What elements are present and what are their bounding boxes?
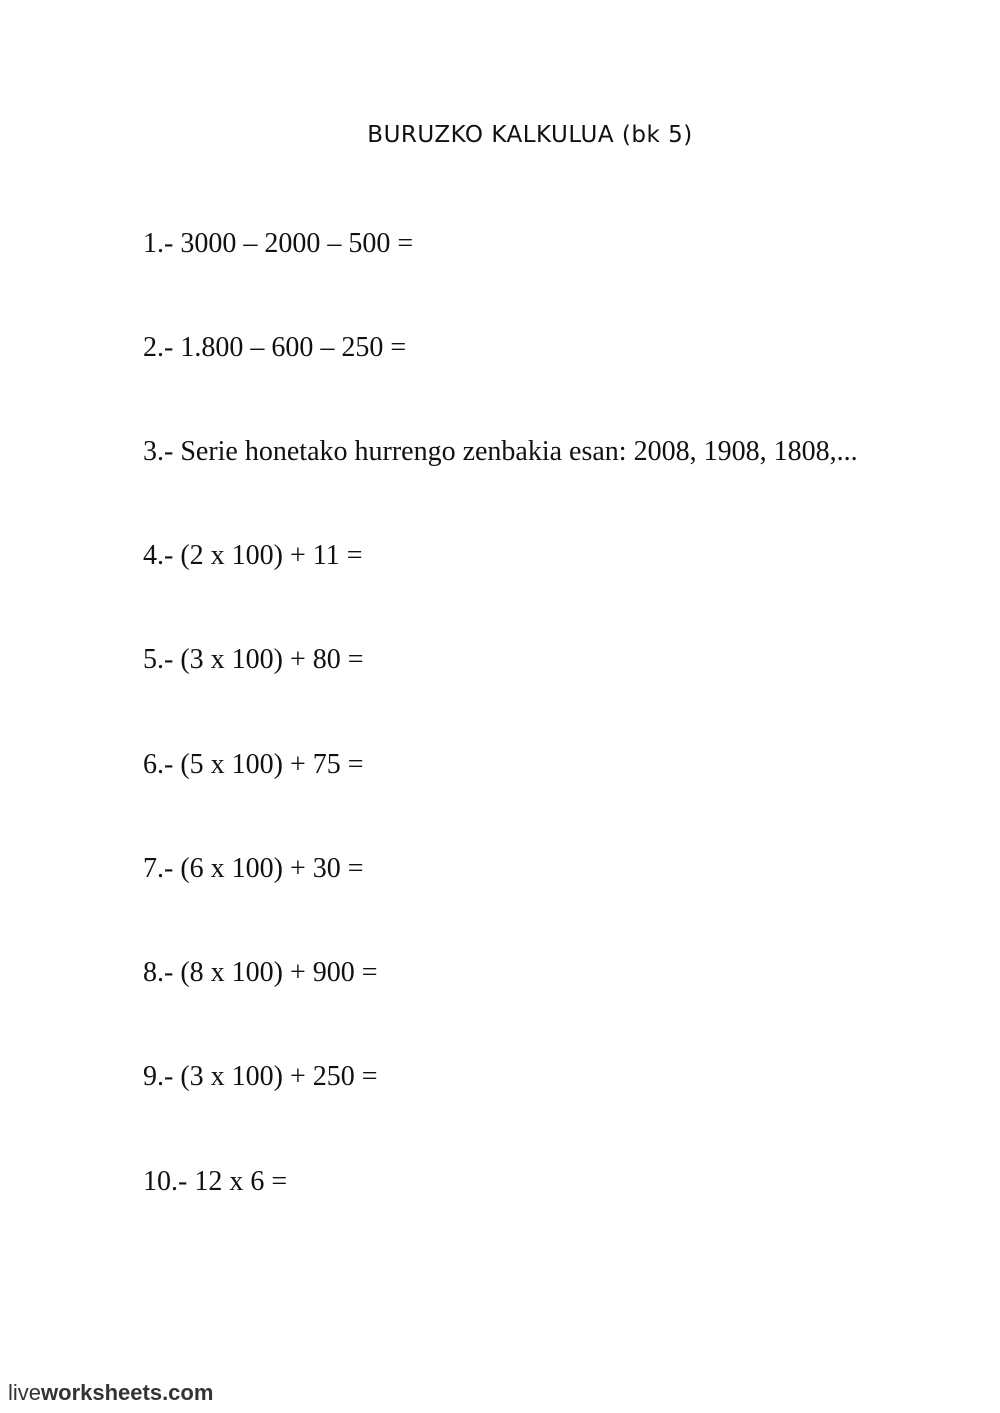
exercise-item: 7.- (6 x 100) + 30 = (143, 853, 364, 884)
page-title: BURUZKO KALKULUA (bk 5) (367, 122, 693, 148)
exercise-item: 2.- 1.800 – 600 – 250 = (143, 332, 407, 363)
brand-live-text: live (8, 1380, 42, 1405)
exercise-item: 5.- (3 x 100) + 80 = (143, 644, 364, 675)
exercise-item: 6.- (5 x 100) + 75 = (143, 749, 364, 780)
brand-worksheets-text: worksheets.com (41, 1380, 214, 1405)
exercise-item: 10.- 12 x 6 = (143, 1166, 288, 1197)
exercise-item: 4.- (2 x 100) + 11 = (143, 540, 363, 571)
liveworksheets-logo (8, 1380, 213, 1406)
exercise-item: 3.- Serie honetako hurrengo zenbakia esan: 2008, 1908, 1808,... (143, 436, 858, 467)
exercise-item: 1.- 3000 – 2000 – 500 = (143, 228, 414, 259)
exercise-item: 8.- (8 x 100) + 900 = (143, 957, 378, 988)
exercise-item: 9.- (3 x 100) + 250 = (143, 1061, 378, 1092)
